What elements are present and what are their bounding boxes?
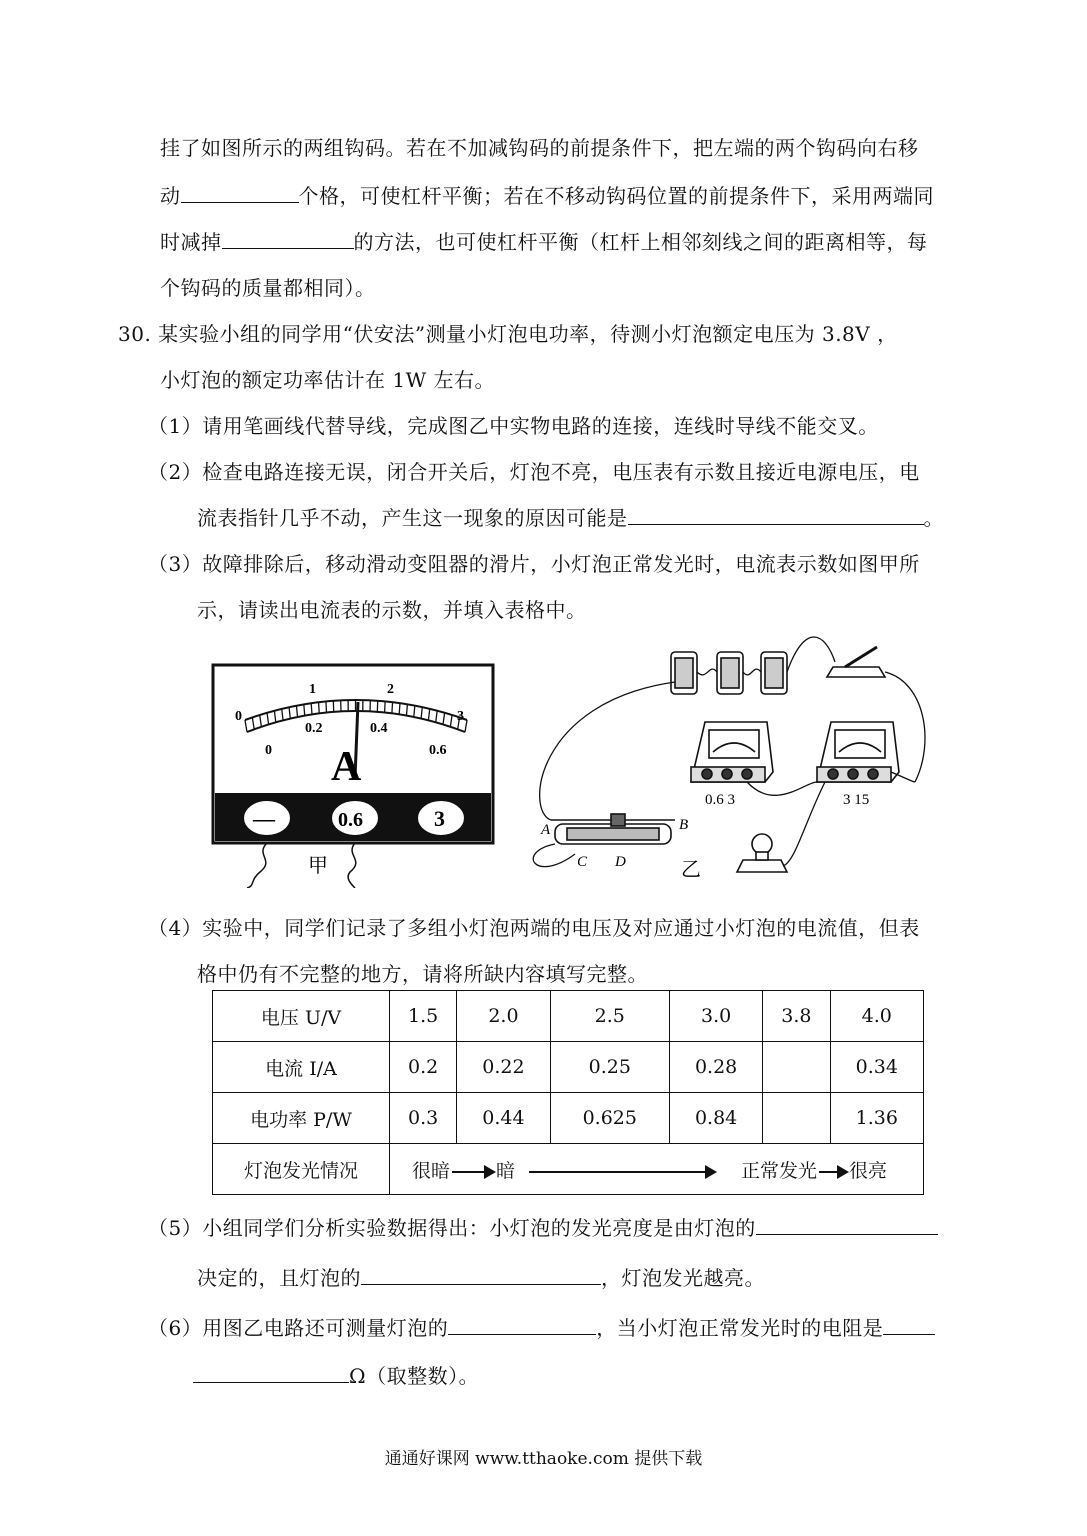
q29-line-2-end: 个格，可使杠杆平衡；若在不移动钩码位置的前提条件下，采用两端同 [298,184,934,208]
q29-line-3 [160,228,928,256]
scale-top-3: 3 [457,709,464,724]
table-cell: 0.22 [457,1042,550,1093]
table-cell: 3.8 [763,991,830,1042]
table-row [213,1042,924,1093]
scale-top-2: 2 [387,682,394,697]
status-normal: 正常发光 [741,1159,818,1182]
table-cell: 2.5 [550,991,669,1042]
answer-blank-quantity[interactable] [448,1314,596,1335]
answer-blank-remove[interactable] [222,228,354,249]
answer-blank-move[interactable] [181,182,299,203]
caption-yi: 乙 [681,859,701,881]
table-row [213,1144,924,1195]
q30-sub-2-end: 。 [923,506,944,530]
table-cell: 2.0 [457,991,550,1042]
circuit-figure-yi [515,622,935,884]
table-cell: 0.28 [669,1042,762,1093]
row-label-current: 电流 I/A [213,1042,390,1093]
table-cell-blank[interactable] [763,1042,830,1093]
ammeter-terminals: 0.6 3 [705,792,735,808]
scale-tick [392,702,393,713]
scale-top-0: 0 [235,709,242,724]
scale-bottom-0: 0 [265,743,272,758]
terminal-0-6: 0.6 [338,809,363,831]
q29-line-2 [160,182,934,210]
q30-sub-6-line-2 [193,1362,479,1390]
rheostat-label-b: B [679,817,689,833]
arrow-icon [529,1171,715,1173]
q30-sub-3-line-1: （3）故障排除后，移动滑动变阻器的滑片，小灯泡正常发光时，电流表示数如图甲所 [148,552,920,576]
row-label-power: 电功率 P/W [213,1093,390,1144]
rheostat-label-a: A [541,822,551,838]
brightness-progression [390,1144,924,1195]
rheostat-label-d: D [615,854,626,870]
q30-sub-6-text: （6）用图乙电路还可测量灯泡的 [148,1316,449,1340]
q30-sub-2-line-2 [197,504,944,532]
q29-line-4: 个钩码的质量都相同）。 [160,276,376,300]
q29-line-2-start: 动 [160,184,181,208]
table-cell: 3.0 [669,991,762,1042]
status-very-bright: 很亮 [849,1159,888,1182]
ammeter-figure-jia [205,660,505,888]
q30-sub-1: （1）请用笔画线代替导线，完成图乙中实物电路的连接，连线时导线不能交叉。 [148,414,879,438]
scale-tick [399,703,400,714]
row-label-voltage: 电压 U/V [213,991,390,1042]
scale-bottom-1: 0.2 [305,721,323,736]
answer-blank-condition[interactable] [361,1264,601,1285]
scale-bottom-3: 0.6 [429,743,447,758]
meter-symbol: A [331,744,362,790]
terminal-3: 3 [434,806,445,831]
scale-tick [311,703,312,714]
scale-top-1: 1 [309,682,316,697]
q30-sub-6-text-2: ，当小灯泡正常发光时的电阻是 [596,1316,884,1340]
q30-stem-1: 30. 某实验小组的同学用“伏安法”测量小灯泡电功率，待测小灯泡额定电压为 3.8V ， [118,322,898,346]
q30-sub-2-text: 流表指针几乎不动，产生这一现象的原因可能是 [197,506,628,530]
table-cell: 0.34 [830,1042,923,1093]
table-cell: 0.2 [390,1042,457,1093]
scale-tick [319,702,320,713]
table-cell-blank[interactable] [763,1093,830,1144]
q30-sub-4-line-2: 格中仍有不完整的地方，请将所缺内容填写完整。 [197,962,648,986]
q30-sub-4-line-1: （4）实验中，同学们记录了多组小灯泡两端的电压及对应通过小灯泡的电流值，但表 [148,916,920,940]
status-dim: 暗 [496,1159,516,1182]
q30-sub-5-text-2: 决定的，且灯泡的 [197,1266,361,1290]
page-footer: 通通好课网 www.tthaoke.com 提供下载 [384,1449,703,1469]
q30-sub-2-line-1: （2）检查电路连接无误，闭合开关后，灯泡不亮，电压表有示数且接近电源电压，电 [148,460,920,484]
q30-sub-5-line-1 [148,1214,938,1242]
q29-line-3-start: 时减掉 [160,230,222,254]
q30-sub-6-text-3: Ω（取整数）。 [349,1364,480,1388]
arrow-icon [819,1171,847,1173]
voltmeter-terminals: 3 15 [843,792,870,808]
answer-blank-brightness-factor[interactable] [756,1214,938,1235]
q30-sub-3-line-2: 示，请读出电流表的示数，并填入表格中。 [197,598,587,622]
terminal-minus: — [253,806,275,831]
answer-blank-fault[interactable] [628,504,924,525]
table-cell: 4.0 [830,991,923,1042]
answer-blank-resistance-start[interactable] [883,1314,935,1335]
scale-bottom-2: 0.4 [370,721,388,736]
q30-sub-5-text-3: ，灯泡发光越亮。 [601,1266,765,1290]
caption-jia: 甲 [308,855,328,877]
table-cell: 1.36 [830,1093,923,1144]
data-table [212,990,924,1195]
table-cell: 0.44 [457,1093,550,1144]
q29-line-3-end: 的方法，也可使杠杆平衡（杠杆上相邻刻线之间的距离相等，每 [353,230,928,254]
status-very-dim: 很暗 [412,1159,451,1182]
arrow-icon [452,1171,494,1173]
rheostat-label-c: C [577,854,588,870]
table-row [213,991,924,1042]
row-label-brightness: 灯泡发光情况 [213,1144,390,1195]
q30-sub-5-text: （5）小组同学们分析实验数据得出：小灯泡的发光亮度是由灯泡的 [148,1216,756,1240]
q29-line-1: 挂了如图所示的两组钩码。若在不加减钩码的前提条件下，把左端的两个钩码向右移 [160,136,919,160]
scale-tick [326,701,327,712]
q30-stem-2: 小灯泡的额定功率估计在 1W 左右。 [160,368,495,392]
table-cell: 0.625 [550,1093,669,1144]
table-cell: 0.25 [550,1042,669,1093]
table-cell: 0.3 [390,1093,457,1144]
table-row [213,1093,924,1144]
q30-sub-6-line-1 [148,1314,935,1342]
table-cell: 1.5 [390,991,457,1042]
q30-sub-5-line-2 [197,1264,765,1292]
table-cell: 0.84 [669,1093,762,1144]
answer-blank-resistance[interactable] [193,1362,349,1383]
scale-tick [385,701,386,712]
